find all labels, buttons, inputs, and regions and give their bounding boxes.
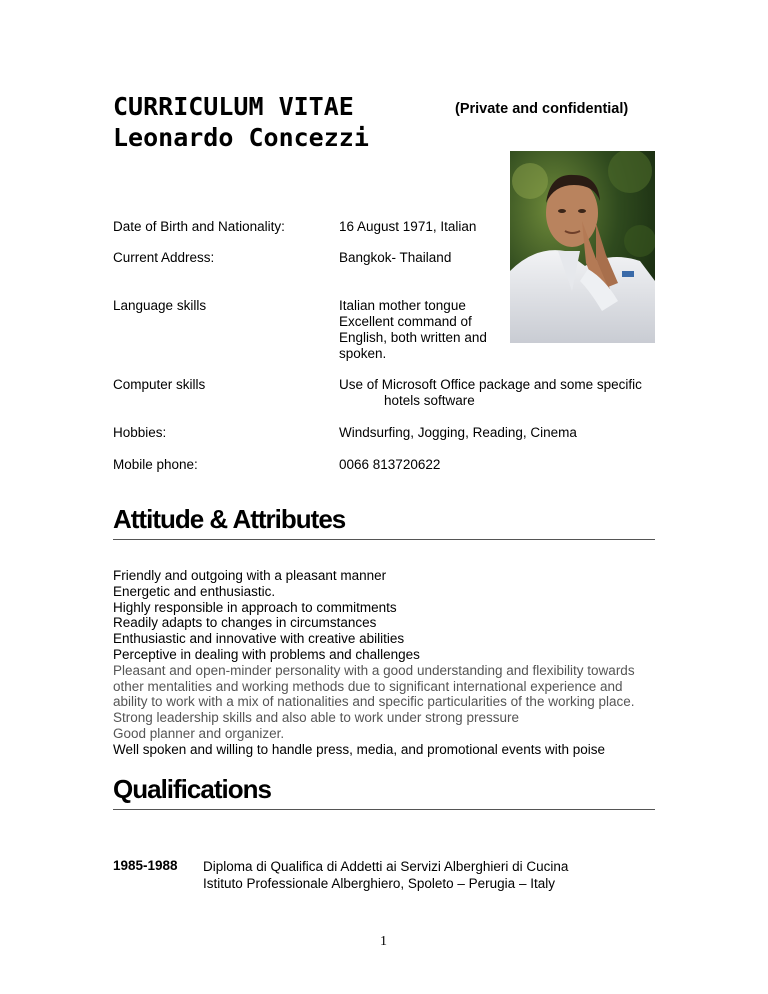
- qualification-detail: [203, 858, 568, 892]
- language-row: [113, 298, 658, 362]
- attribute-line: Well spoken and willing to handle press, media, and promotional events with poise: [113, 741, 606, 757]
- qualifications-divider: [113, 809, 655, 810]
- attribute-line: Energetic and enthusiastic.: [113, 583, 276, 599]
- hobbies-label: Hobbies:: [113, 425, 167, 440]
- language-line: Italian mother tongue: [339, 298, 466, 313]
- qualification-line: Istituto Professionale Alberghiero, Spoleto – Perugia – Italy: [203, 876, 555, 891]
- mobile-row: [113, 457, 658, 473]
- attribute-line: ability to work with a mix of nationalities and specific particularities of the working place.: [113, 694, 635, 710]
- computer-row: [113, 377, 658, 409]
- attribute-line: Perceptive in dealing with problems and challenges: [113, 646, 420, 662]
- attribute-line: other mentalities and working methods due to significant international experience and: [113, 678, 623, 694]
- address-row: [113, 250, 658, 266]
- attitude-list: [113, 568, 673, 758]
- attribute-line: Highly responsible in approach to commitments: [113, 599, 397, 615]
- birth-label: Date of Birth and Nationality:: [113, 219, 285, 234]
- address-label: Current Address:: [113, 250, 215, 265]
- qualification-line: Diploma di Qualifica di Addetti ai Servizi Alberghieri di Cucina: [203, 859, 569, 874]
- attribute-line: Good planner and organizer.: [113, 725, 285, 741]
- language-label: Language skills: [113, 298, 207, 313]
- mobile-value: 0066 813720622: [339, 457, 441, 472]
- confidential-note: (Private and confidential): [455, 101, 629, 117]
- language-value: [339, 298, 487, 362]
- page-number: 1: [380, 934, 387, 949]
- birth-value: 16 August 1971, Italian: [339, 219, 477, 234]
- hobbies-value: Windsurfing, Jogging, Reading, Cinema: [339, 425, 577, 440]
- mobile-label: Mobile phone:: [113, 457, 198, 472]
- computer-value-line2: hotels software: [384, 393, 475, 408]
- attribute-line: Friendly and outgoing with a pleasant manner: [113, 568, 387, 583]
- attribute-line: Strong leadership skills and also able to work under strong pressure: [113, 710, 519, 726]
- cv-title: CURRICULUM VITAE: [113, 92, 354, 121]
- attitude-heading: Attitude & Attributes: [113, 504, 346, 534]
- candidate-name: Leonardo Concezzi: [113, 123, 369, 152]
- hobbies-row: [113, 425, 658, 441]
- attribute-line: Pleasant and open-minder personality with a good understanding and flexibility towards: [113, 662, 635, 678]
- computer-value-line1: Use of Microsoft Office package and some specific: [339, 377, 642, 392]
- birth-row: [113, 219, 658, 235]
- qualification-year: 1985-1988: [113, 858, 178, 873]
- language-line: English, both written and: [339, 330, 487, 345]
- attitude-divider: [113, 539, 655, 540]
- address-value: Bangkok- Thailand: [339, 250, 452, 265]
- attribute-line: Enthusiastic and innovative with creative abilities: [113, 631, 405, 647]
- language-line: spoken.: [339, 346, 387, 361]
- attribute-line: Readily adapts to changes in circumstances: [113, 615, 377, 631]
- language-line: Excellent command of: [339, 314, 472, 329]
- computer-label: Computer skills: [113, 377, 206, 392]
- qualifications-heading: Qualifications: [113, 774, 271, 804]
